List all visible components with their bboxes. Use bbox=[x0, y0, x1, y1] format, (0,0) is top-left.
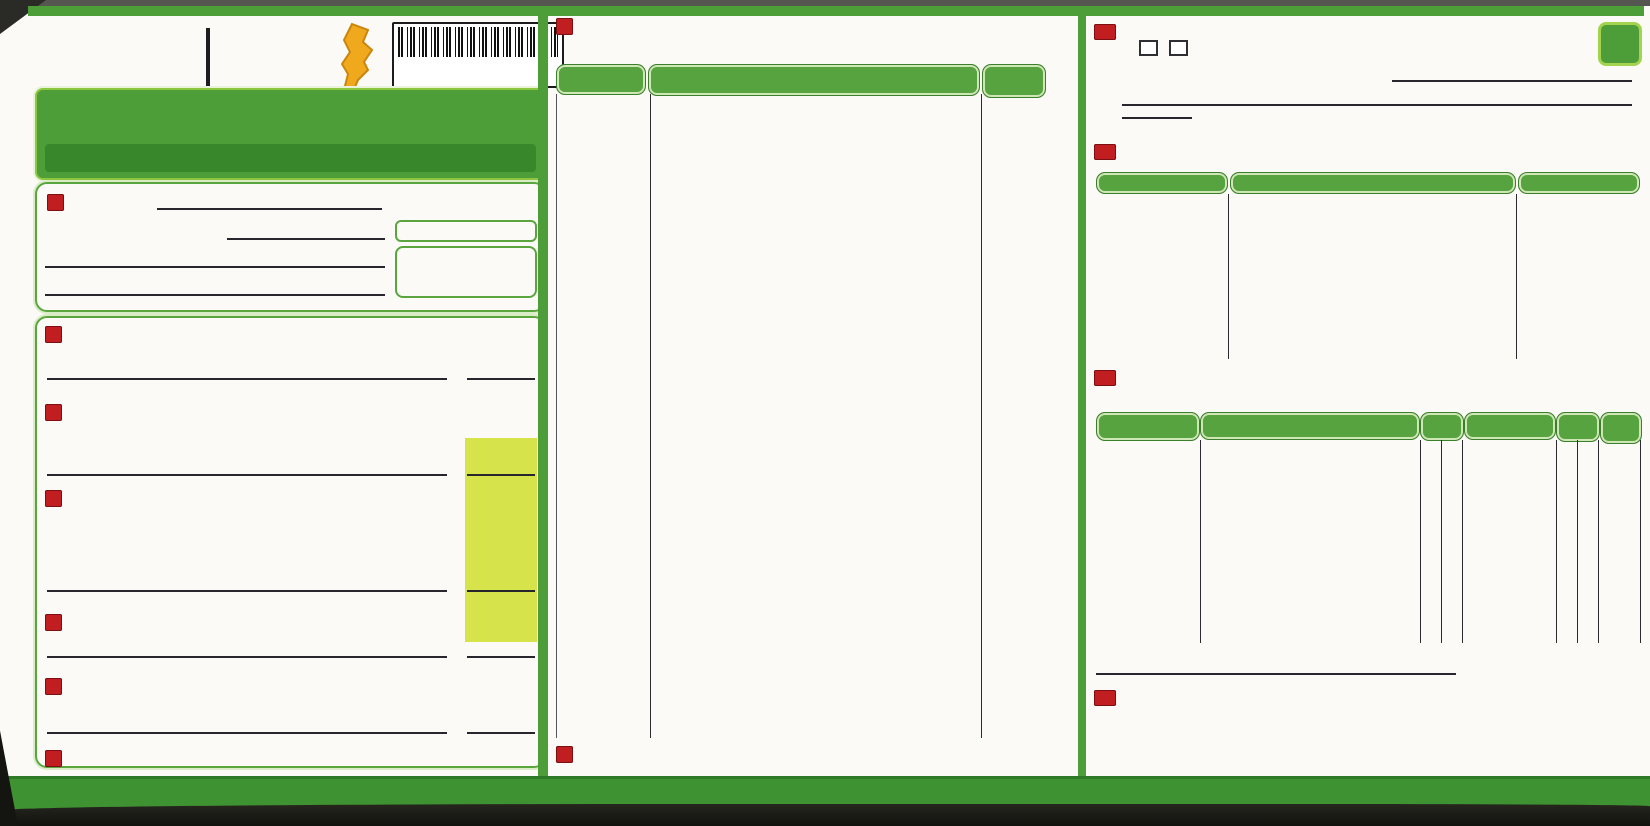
col-numero-header bbox=[982, 64, 1046, 98]
tipo-casilla-value bbox=[395, 246, 537, 298]
reps-header-protesta bbox=[1600, 412, 1642, 444]
section-2-letra-line bbox=[47, 360, 447, 380]
no-checkbox bbox=[1169, 40, 1188, 56]
casilla-line1 bbox=[227, 222, 385, 240]
mesa-header-cargo bbox=[1096, 172, 1228, 194]
casilla-line3 bbox=[45, 278, 385, 296]
casilla-line2 bbox=[45, 250, 385, 268]
section-8-badge bbox=[556, 18, 573, 35]
reps-vline7 bbox=[1598, 440, 1599, 643]
section-6-num-line bbox=[467, 714, 535, 734]
mesa-header-nombres bbox=[1230, 172, 1516, 194]
section-2-badge bbox=[45, 326, 62, 343]
section-6-letra-line bbox=[47, 714, 447, 734]
col-resultados-header bbox=[648, 64, 980, 96]
mesa-vline2 bbox=[1516, 194, 1517, 359]
table-vline-letra bbox=[650, 94, 651, 738]
section-1-badge bbox=[47, 194, 64, 211]
section-3-letra-line bbox=[47, 456, 447, 476]
reps-header-firmas bbox=[1464, 412, 1556, 440]
reps-vline1 bbox=[1200, 440, 1201, 643]
header-divider bbox=[206, 28, 210, 94]
mesa-vline1 bbox=[1228, 194, 1229, 359]
section-2-num-line bbox=[467, 360, 535, 380]
reps-vline5 bbox=[1556, 440, 1557, 643]
reps-header-marque bbox=[1420, 412, 1464, 441]
reps-vline4 bbox=[1462, 440, 1463, 643]
reps-vline3 bbox=[1441, 440, 1442, 643]
reps-vline2 bbox=[1420, 440, 1421, 643]
section-5-num-line bbox=[467, 638, 535, 658]
reps-vline6 bbox=[1577, 440, 1578, 643]
scan-bottom-edge bbox=[0, 804, 1650, 826]
section-5-letra-line bbox=[47, 638, 447, 658]
table-vline-left bbox=[556, 94, 557, 738]
section-1-casilla-box bbox=[35, 182, 546, 312]
reps-header-nombres bbox=[1200, 412, 1420, 440]
incidente-line2 bbox=[1122, 88, 1632, 106]
section-9-badge bbox=[556, 746, 573, 763]
mesa-header-firmas bbox=[1518, 172, 1640, 194]
page-number-badge bbox=[1598, 22, 1642, 66]
si-checkbox bbox=[1139, 40, 1158, 56]
section-4-letra-line bbox=[47, 572, 447, 592]
section-10-l2 bbox=[1122, 40, 1188, 56]
section-4-badge bbox=[45, 490, 62, 507]
section-11-badge bbox=[1094, 144, 1116, 160]
hojas-incidentes-l1 bbox=[1122, 108, 1192, 122]
right-left-green-bar bbox=[1078, 14, 1086, 776]
reps-header-nofirmo bbox=[1556, 412, 1600, 442]
reps-header-partido bbox=[1096, 412, 1200, 441]
section-3-num-line bbox=[467, 456, 535, 476]
section-12-badge bbox=[1094, 370, 1116, 386]
sections-2-7-box bbox=[35, 316, 546, 768]
incidente-line1 bbox=[1392, 64, 1632, 82]
title-banner bbox=[35, 88, 546, 180]
bajo-protesta-l2 bbox=[1096, 666, 1456, 678]
section-13-badge bbox=[1094, 690, 1116, 706]
col-partido-header bbox=[556, 64, 646, 95]
municipio-line bbox=[157, 192, 382, 210]
middle-left-green-bar bbox=[538, 14, 548, 776]
section-6-badge bbox=[45, 678, 62, 695]
section-4-num-line bbox=[467, 572, 535, 592]
section-5-badge bbox=[45, 614, 62, 631]
barcode bbox=[398, 27, 558, 57]
escritos-protesta-row bbox=[1096, 718, 1640, 734]
tipo-casilla-header bbox=[395, 220, 537, 242]
section-3-badge bbox=[45, 404, 62, 421]
top-green-band bbox=[28, 6, 1644, 16]
coaliciones-vertical-label bbox=[538, 430, 548, 610]
table-vline-numero bbox=[981, 94, 982, 738]
section-7-badge bbox=[45, 750, 62, 767]
section-10-badge bbox=[1094, 24, 1116, 40]
subtitle-strip bbox=[45, 144, 536, 172]
reps-vline8 bbox=[1640, 440, 1641, 643]
